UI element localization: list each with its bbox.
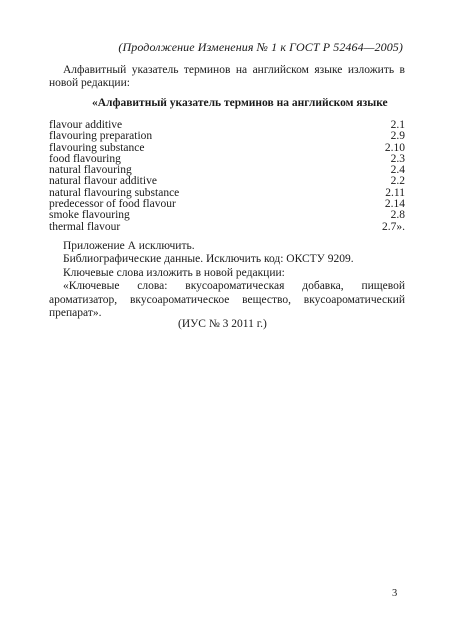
source-reference: (ИУС № 3 2011 г.) bbox=[178, 318, 267, 330]
intro-paragraph: Алфавитный указатель терминов на английском языке изложить в новой редакции: bbox=[49, 64, 405, 90]
biblio-line: Библиографические данные. Исключить код: ОКСТУ 9209. bbox=[63, 253, 354, 266]
term-name: predecessor of food flavour bbox=[49, 198, 176, 211]
appendix-line: Приложение А исключить. bbox=[63, 240, 195, 252]
term-name: flavouring substance bbox=[49, 141, 145, 154]
term-ref: 2.1 bbox=[390, 119, 405, 131]
term-name: food flavouring bbox=[49, 152, 121, 165]
page-header: (Продолжение Изменения № 1 к ГОСТ Р 52464—2005) bbox=[118, 40, 403, 54]
section-title: «Алфавитный указатель терминов на английском языке bbox=[92, 97, 388, 109]
term-name: natural flavouring substance bbox=[49, 186, 180, 199]
term-row bbox=[49, 131, 405, 142]
term-ref: 2.3 bbox=[390, 152, 405, 165]
term-name: smoke flavouring bbox=[49, 209, 130, 222]
keywords-paragraph: «Ключевые слова: вкусоароматическая добавка, пищевой ароматизатор, вкусоароматическое вещество, вкусоароматический препарат». bbox=[49, 280, 405, 320]
term-ref: 2.14 bbox=[384, 198, 405, 211]
term-row bbox=[49, 210, 405, 221]
term-ref: 2.11 bbox=[385, 186, 405, 199]
page-number: 3 bbox=[392, 588, 398, 599]
term-name: natural flavour additive bbox=[49, 175, 157, 188]
terms-index bbox=[49, 120, 405, 233]
term-name: flavouring preparation bbox=[49, 130, 153, 143]
term-name: natural flavouring bbox=[49, 164, 132, 177]
term-ref: 2.2 bbox=[390, 175, 405, 188]
term-ref: 2.9 bbox=[390, 130, 405, 143]
term-ref: 2.7». bbox=[382, 220, 405, 233]
term-ref: 2.10 bbox=[384, 141, 405, 154]
amendment-text bbox=[49, 240, 405, 321]
term-row bbox=[49, 222, 405, 233]
term-name: flavour additive bbox=[49, 119, 123, 131]
term-ref: 2.4 bbox=[390, 164, 405, 177]
keywords-intro-line: Ключевые слова изложить в новой редакции: bbox=[63, 266, 285, 279]
term-ref: 2.8 bbox=[390, 209, 405, 222]
term-name: thermal flavour bbox=[49, 220, 121, 233]
